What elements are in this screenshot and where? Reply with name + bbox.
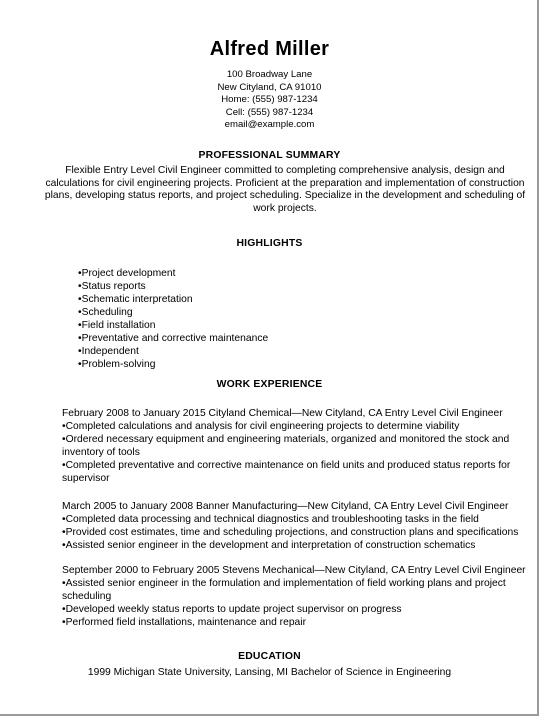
job-entry (62, 407, 536, 485)
cell-phone: Cell: (555) 987-1234 (225, 106, 314, 118)
education-heading: EDUCATION (238, 651, 301, 662)
job-title-line: February 2008 to January 2015 Cityland Chemical—New Cityland, CA Entry Level Civil Engineer (62, 408, 503, 419)
highlight-item: •Project development (78, 268, 176, 279)
job-bullet: •Provided cost estimates, time and scheduling projections, and construction plans and specifications (62, 527, 519, 538)
contact-block (0, 69, 539, 132)
job-bullet: •Assisted senior engineer in the formulation and implementation of field working plans and project scheduling (62, 578, 506, 602)
job-bullet: •Completed preventative and corrective maintenance on field units and produced status reports for supervisor (62, 460, 511, 484)
home-phone: Home: (555) 987-1234 (221, 94, 318, 106)
candidate-name: Alfred Miller (209, 38, 330, 60)
highlight-item: •Problem-solving (78, 359, 156, 370)
job-bullet: •Assisted senior engineer in the development and interpretation of construction schematics (62, 540, 476, 551)
job-bullet: •Completed calculations and analysis for civil engineering projects to determine viability (62, 421, 460, 432)
highlight-item: •Independent (78, 346, 139, 357)
highlights-heading: HIGHLIGHTS (236, 238, 303, 249)
education-entry: 1999 Michigan State University, Lansing, MI Bachelor of Science in Engineering (87, 667, 452, 678)
highlight-item: •Field installation (78, 320, 156, 331)
highlight-item: •Schematic interpretation (78, 294, 193, 305)
summary-text: Flexible Entry Level Civil Engineer committed to completing comprehensive analysis, design and calculations for civil engineering projects. Proficient at the preparation and implementation of construction plans, developing status reports, and project scheduling. Specialize in the development and scheduling of work projects. (44, 165, 526, 214)
address-line-1: 100 Broadway Lane (226, 69, 313, 80)
summary-heading: PROFESSIONAL SUMMARY (198, 150, 341, 161)
job-title-line: September 2000 to February 2005 Stevens Mechanical—New Cityland, CA Entry Level Civil Engineer (62, 565, 526, 576)
job-entry (62, 500, 536, 552)
highlight-item: •Preventative and corrective maintenance (78, 333, 269, 344)
job-bullet: •Developed weekly status reports to update project supervisor on progress (62, 604, 402, 615)
job-title-line: March 2005 to January 2008 Banner Manufacturing—New Cityland, CA Entry Level Civil Engineer (62, 501, 509, 512)
experience-heading: WORK EXPERIENCE (216, 379, 323, 390)
highlight-item: •Scheduling (78, 307, 133, 318)
job-entry (62, 564, 536, 629)
job-bullet: •Completed data processing and technical diagnostics and troubleshooting tasks in the field (62, 514, 479, 525)
highlights-list (78, 267, 268, 371)
job-bullet: •Performed field installations, maintenance and repair (62, 617, 306, 628)
email-address: email@example.com (224, 119, 315, 131)
address-line-2: New Cityland, CA 91010 (217, 81, 322, 93)
job-bullet: •Ordered necessary equipment and engineering materials, organized and monitored the stock and inventory of tools (62, 434, 510, 458)
highlight-item: •Status reports (78, 281, 146, 292)
